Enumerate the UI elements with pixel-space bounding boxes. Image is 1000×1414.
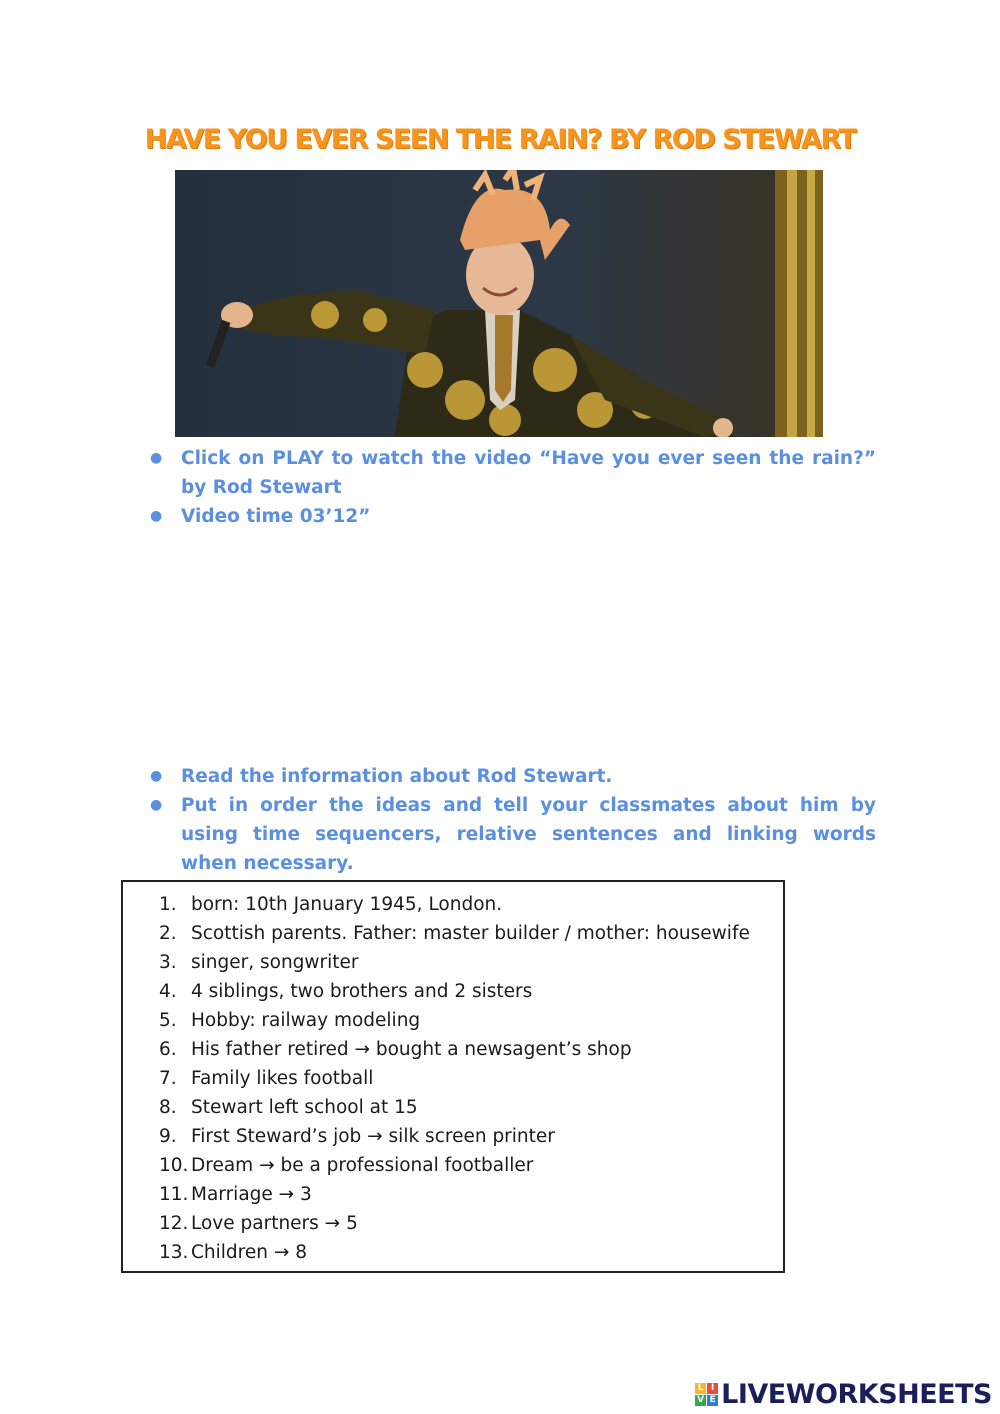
logo-mark-icon (695, 1383, 718, 1406)
item-number: 8. (159, 1097, 177, 1118)
bullet-icon: ● (150, 797, 163, 813)
bullet-icon: ● (150, 508, 163, 524)
logo-letter: I (707, 1383, 718, 1394)
info-box (121, 880, 785, 1273)
item-text: Scottish parents. Father: master builder / mother: housewife (191, 923, 750, 944)
list-item (159, 1035, 750, 1064)
item-text: born: 10th January 1945, London. (191, 894, 503, 915)
item-number: 6. (159, 1039, 177, 1060)
list-item (159, 1209, 750, 1238)
item-text: Dream → be a professional footballer (191, 1155, 534, 1176)
instruction-text: Read the information about Rod Stewart. (181, 766, 613, 787)
list-item (159, 1064, 750, 1093)
item-number: 5. (159, 1010, 177, 1031)
item-text: Children → 8 (191, 1242, 308, 1263)
item-number: 4. (159, 981, 177, 1002)
item-number: 12. (159, 1213, 189, 1234)
instruction-text: Click on PLAY to watch the video “Have you ever seen the rain?” by Rod Stewart (181, 448, 876, 498)
list-item (159, 1006, 750, 1035)
list-item (159, 1180, 750, 1209)
item-text: singer, songwriter (191, 952, 359, 973)
item-number: 9. (159, 1126, 177, 1147)
list-item (159, 919, 750, 948)
instruction-item (150, 791, 876, 878)
info-list (159, 890, 750, 1267)
list-item (159, 1093, 750, 1122)
singer-illustration (175, 170, 823, 437)
list-item (159, 1151, 750, 1180)
item-text: 4 siblings, two brothers and 2 sisters (191, 981, 533, 1002)
item-text: Marriage → 3 (191, 1184, 312, 1205)
logo-letter: L (695, 1383, 706, 1394)
instruction-item (150, 762, 876, 791)
worksheet-title: HAVE YOU EVER SEEN THE RAIN? BY ROD STEWART (144, 124, 856, 155)
logo-letter: E (707, 1395, 718, 1406)
liveworksheets-logo[interactable] (695, 1374, 992, 1414)
singer-photo (175, 170, 823, 437)
item-text: Stewart left school at 15 (191, 1097, 418, 1118)
bullet-icon: ● (150, 450, 163, 466)
item-number: 13. (159, 1242, 189, 1263)
list-item (159, 890, 750, 919)
logo-letter: V (695, 1395, 706, 1406)
instruction-item (150, 444, 876, 502)
item-number: 10. (159, 1155, 189, 1176)
list-item (159, 977, 750, 1006)
item-text: Love partners → 5 (191, 1213, 358, 1234)
instruction-text: Put in order the ideas and tell your classmates about him by using time sequencers, relative sentences and linking words when necessary. (181, 795, 876, 874)
bullet-icon: ● (150, 768, 163, 784)
reading-instructions (150, 762, 876, 878)
item-text: His father retired → bought a newsagent’s shop (191, 1039, 632, 1060)
logo-text: LIVEWORKSHEETS (721, 1378, 992, 1410)
instruction-text: Video time 03’12” (181, 506, 371, 527)
list-item (159, 1122, 750, 1151)
item-text: Family likes football (191, 1068, 374, 1089)
list-item (159, 1238, 750, 1267)
list-item (159, 948, 750, 977)
item-text: First Steward’s job → silk screen printer (191, 1126, 555, 1147)
instruction-item (150, 502, 876, 531)
video-instructions (150, 444, 876, 531)
item-number: 11. (159, 1184, 189, 1205)
item-number: 7. (159, 1068, 177, 1089)
item-number: 1. (159, 894, 177, 915)
item-number: 2. (159, 923, 177, 944)
item-text: Hobby: railway modeling (191, 1010, 421, 1031)
item-number: 3. (159, 952, 177, 973)
